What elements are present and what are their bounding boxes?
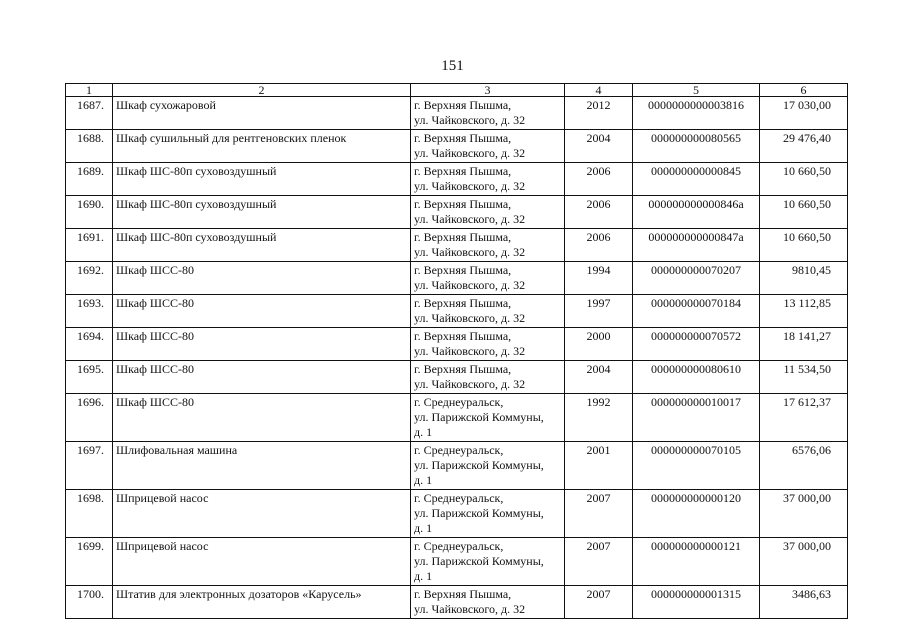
address-line: ул. Чайковского, д. 32: [414, 377, 526, 391]
address-line: ул. Чайковского, д. 32: [414, 113, 526, 127]
address-line: г. Верхняя Пышма,: [414, 131, 512, 145]
year-cell: 2006: [565, 196, 633, 229]
item-name-cell: Шкаф сушильный для рентгеновских пленок: [113, 130, 411, 163]
table-row: [66, 130, 848, 163]
item-name-cell: Шкаф ШСС-80: [113, 328, 411, 361]
row-number-cell: 1695.: [66, 361, 113, 394]
address-line: г. Верхняя Пышма,: [414, 197, 512, 211]
year-cell: 2004: [565, 361, 633, 394]
year-cell: 2007: [565, 538, 633, 586]
address-cell: [411, 97, 565, 130]
item-name-cell: Шкаф ШС-80п суховоздушный: [113, 196, 411, 229]
row-number-cell: 1697.: [66, 442, 113, 490]
address-cell: [411, 538, 565, 586]
address-cell: [411, 586, 565, 619]
address-cell: [411, 262, 565, 295]
item-name-cell: Шприцевой насос: [113, 538, 411, 586]
row-number-cell: 1698.: [66, 490, 113, 538]
cost-cell: 10 660,50: [760, 163, 848, 196]
cost-cell: 37 000,00: [760, 538, 848, 586]
address-line: г. Верхняя Пышма,: [414, 329, 512, 343]
address-line: ул. Чайковского, д. 32: [414, 179, 526, 193]
row-number-cell: 1699.: [66, 538, 113, 586]
year-cell: 1997: [565, 295, 633, 328]
address-line: г. Верхняя Пышма,: [414, 296, 512, 310]
cost-cell: 9810,45: [760, 262, 848, 295]
address-line: г. Среднеуральск,: [414, 491, 504, 505]
inventory-code-cell: 000000000080565: [633, 130, 760, 163]
address-line: д. 1: [414, 425, 433, 439]
row-number-cell: 1687.: [66, 97, 113, 130]
address-line: д. 1: [414, 569, 433, 583]
year-cell: 2007: [565, 586, 633, 619]
year-cell: 2007: [565, 490, 633, 538]
item-name-cell: Шкаф ШСС-80: [113, 361, 411, 394]
row-number-cell: 1689.: [66, 163, 113, 196]
item-name-cell: Шлифовальная машина: [113, 442, 411, 490]
table-row: [66, 586, 848, 619]
address-line: г. Верхняя Пышма,: [414, 230, 512, 244]
cost-cell: 6576,06: [760, 442, 848, 490]
address-line: г. Верхняя Пышма,: [414, 98, 512, 112]
item-name-cell: Шкаф ШС-80п суховоздушный: [113, 163, 411, 196]
row-number-cell: 1700.: [66, 586, 113, 619]
address-line: г. Среднеуральск,: [414, 443, 504, 457]
address-line: д. 1: [414, 473, 433, 487]
inventory-code-cell: 000000000070105: [633, 442, 760, 490]
year-cell: 1992: [565, 394, 633, 442]
address-cell: [411, 196, 565, 229]
address-cell: [411, 130, 565, 163]
year-cell: 2006: [565, 229, 633, 262]
table-row: [66, 538, 848, 586]
cost-cell: 17 030,00: [760, 97, 848, 130]
column-header: 2: [113, 84, 411, 97]
cost-cell: 29 476,40: [760, 130, 848, 163]
table-body: [66, 97, 848, 619]
inventory-code-cell: 000000000000847а: [633, 229, 760, 262]
inventory-code-cell: 000000000000845: [633, 163, 760, 196]
row-number-cell: 1693.: [66, 295, 113, 328]
inventory-code-cell: 000000000080610: [633, 361, 760, 394]
row-number-cell: 1690.: [66, 196, 113, 229]
inventory-code-cell: 000000000010017: [633, 394, 760, 442]
cost-cell: 17 612,37: [760, 394, 848, 442]
row-number-cell: 1692.: [66, 262, 113, 295]
address-line: ул. Чайковского, д. 32: [414, 311, 526, 325]
cost-cell: 10 660,50: [760, 229, 848, 262]
address-line: ул. Парижской Коммуны,: [414, 410, 544, 424]
address-cell: [411, 163, 565, 196]
address-cell: [411, 394, 565, 442]
row-number-cell: 1688.: [66, 130, 113, 163]
header-row: [66, 84, 848, 97]
item-name-cell: Шкаф ШС-80п суховоздушный: [113, 229, 411, 262]
address-line: г. Верхняя Пышма,: [414, 362, 512, 376]
column-header: 5: [633, 84, 760, 97]
cost-cell: 10 660,50: [760, 196, 848, 229]
address-line: д. 1: [414, 521, 433, 535]
address-line: г. Верхняя Пышма,: [414, 164, 512, 178]
address-line: ул. Чайковского, д. 32: [414, 146, 526, 160]
address-line: г. Среднеуральск,: [414, 539, 504, 553]
row-number-cell: 1696.: [66, 394, 113, 442]
column-header: 1: [66, 84, 113, 97]
address-line: г. Среднеуральск,: [414, 395, 504, 409]
address-cell: [411, 361, 565, 394]
table-row: [66, 262, 848, 295]
column-header: 3: [411, 84, 565, 97]
address-line: ул. Парижской Коммуны,: [414, 506, 544, 520]
column-header: 4: [565, 84, 633, 97]
address-line: ул. Чайковского, д. 32: [414, 602, 526, 616]
column-header: 6: [760, 84, 848, 97]
table-row: [66, 442, 848, 490]
year-cell: 2004: [565, 130, 633, 163]
item-name-cell: Шкаф сухожаровой: [113, 97, 411, 130]
table-row: [66, 97, 848, 130]
address-line: ул. Чайковского, д. 32: [414, 212, 526, 226]
cost-cell: 37 000,00: [760, 490, 848, 538]
table-row: [66, 163, 848, 196]
table-row: [66, 328, 848, 361]
page-number: 151: [441, 58, 464, 74]
item-name-cell: Шкаф ШСС-80: [113, 394, 411, 442]
inventory-code-cell: 000000000001315: [633, 586, 760, 619]
item-name-cell: Шкаф ШСС-80: [113, 295, 411, 328]
table-row: [66, 229, 848, 262]
inventory-code-cell: 000000000000846а: [633, 196, 760, 229]
row-number-cell: 1691.: [66, 229, 113, 262]
address-cell: [411, 490, 565, 538]
table-row: [66, 196, 848, 229]
table-row: [66, 394, 848, 442]
inventory-code-cell: 000000000070184: [633, 295, 760, 328]
address-line: ул. Чайковского, д. 32: [414, 245, 526, 259]
year-cell: 2000: [565, 328, 633, 361]
address-cell: [411, 295, 565, 328]
item-name-cell: Штатив для электронных дозаторов «Карусель»: [113, 586, 411, 619]
cost-cell: 3486,63: [760, 586, 848, 619]
table-row: [66, 490, 848, 538]
item-name-cell: Шкаф ШСС-80: [113, 262, 411, 295]
cost-cell: 11 534,50: [760, 361, 848, 394]
inventory-code-cell: 0000000000003816: [633, 97, 760, 130]
item-name-cell: Шприцевой насос: [113, 490, 411, 538]
inventory-code-cell: 000000000000121: [633, 538, 760, 586]
year-cell: 1994: [565, 262, 633, 295]
table-row: [66, 295, 848, 328]
address-line: ул. Чайковского, д. 32: [414, 344, 526, 358]
address-line: ул. Парижской Коммуны,: [414, 554, 544, 568]
year-cell: 2012: [565, 97, 633, 130]
address-cell: [411, 229, 565, 262]
inventory-table: [65, 83, 848, 619]
address-line: г. Верхняя Пышма,: [414, 587, 512, 601]
inventory-code-cell: 000000000070572: [633, 328, 760, 361]
inventory-code-cell: 000000000070207: [633, 262, 760, 295]
cost-cell: 13 112,85: [760, 295, 848, 328]
address-line: ул. Парижской Коммуны,: [414, 458, 544, 472]
address-line: ул. Чайковского, д. 32: [414, 278, 526, 292]
address-cell: [411, 442, 565, 490]
address-line: г. Верхняя Пышма,: [414, 263, 512, 277]
row-number-cell: 1694.: [66, 328, 113, 361]
year-cell: 2006: [565, 163, 633, 196]
address-cell: [411, 328, 565, 361]
year-cell: 2001: [565, 442, 633, 490]
inventory-code-cell: 000000000000120: [633, 490, 760, 538]
cost-cell: 18 141,27: [760, 328, 848, 361]
table-row: [66, 361, 848, 394]
